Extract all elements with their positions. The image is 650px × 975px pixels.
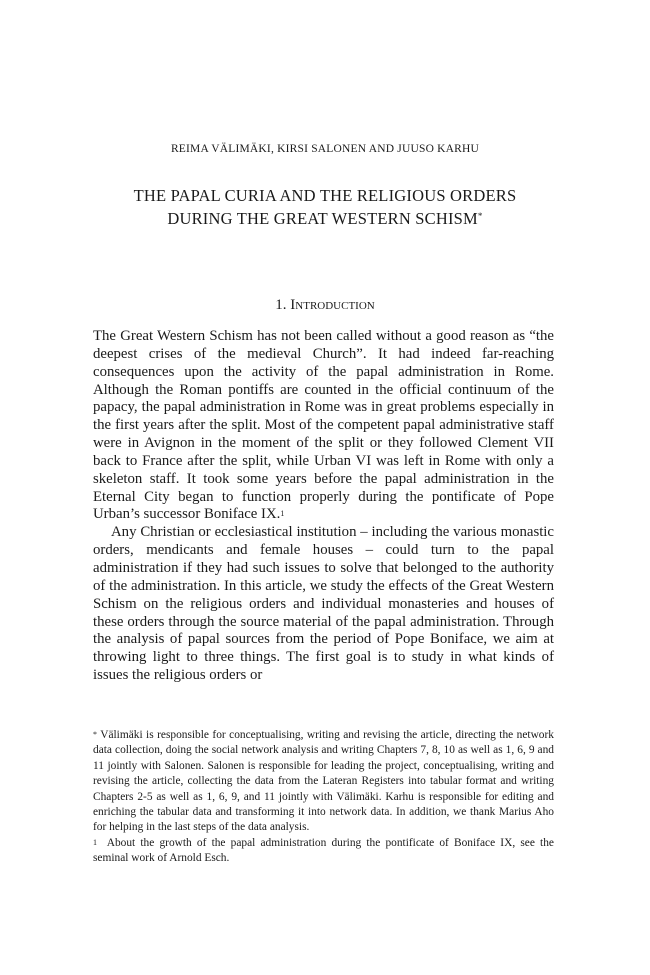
footnote-1-mark: 1 <box>93 837 97 847</box>
section-heading <box>0 297 650 314</box>
paragraph-1-text: The Great Western Schism has not been called without a good reason as “the deepest crises of the medieval Church”. It had indeed far-reaching consequences upon the activity of the papal administration in Rome. Although the Roman pontiffs are counted in the official continuum of the papacy, the papal administration in Rome was in great problems especially in the first years after the split. Most of the competent papal administrative staff were in Avignon in the moment of the split or they followed Clement VII back to France after the split, while Urban VI was left in Rome with only a skeleton staff. It took some years before the papal administration in the Eternal City began to function properly during the pontificate of Pope Urban’s successor Boniface IX. <box>93 328 554 523</box>
section-number: 1. <box>275 297 287 313</box>
paragraph-1 <box>93 328 554 524</box>
section-name: Introduction <box>290 297 375 313</box>
footnote-star-mark: * <box>93 730 97 739</box>
footnote-1-text: About the growth of the papal administration during the pontificate of Boniface IX, see the seminal work of Arnold Esch. <box>93 836 554 865</box>
author-line: REIMA VÄLIMÄKI, KIRSI SALONEN AND JUUSO KARHU <box>170 143 480 155</box>
footnote-1 <box>93 836 554 867</box>
title-line-2 <box>80 207 570 230</box>
title-line-1: THE PAPAL CURIA AND THE RELIGIOUS ORDERS <box>133 186 517 205</box>
footnote-ref-1[interactable]: 1 <box>280 509 285 519</box>
footnote-star-text: Välimäki is responsible for conceptualising, writing and revising the article, directing the network data collection, doing the social network analysis and writing Chapters 7, 8, 10 as well as 1, 6, 9 and 11 jointly with Salonen. Salonen is responsible for leading the project, conceptualising, writing and revising the article, collecting the data from the Lateran Registers into tabular format and writing Chapters 2-5 as well as 1, 6, 9, and 11 jointly with Välimäki. Karhu is responsible for editing and enriching the tabular data and transforming it into network data. In addition, we thank Marius Aho for helping in the last steps of the data analysis. <box>93 729 554 834</box>
footnotes <box>93 728 554 867</box>
body-text <box>93 328 554 685</box>
footnote-star <box>93 728 554 836</box>
paragraph-2: Any Christian or ecclesiastical institution – including the various monastic orders, mendicants and female houses – could turn to the papal administration if they had such issues to solve that belonged to the authority of the administration. In this article, we study the effects of the Great Western Schism on the religious orders and individual monasteries and houses of these orders through the source material of the papal administration. Through the analysis of papal sources from the period of Pope Boniface, we aim at throwing light to three things. The first goal is to study in what kinds of issues the religious orders or <box>93 524 554 684</box>
title-footnote-mark[interactable]: * <box>477 211 483 221</box>
article-title <box>80 184 570 230</box>
title-line-2-text: DURING THE GREAT WESTERN SCHISM <box>167 209 478 228</box>
